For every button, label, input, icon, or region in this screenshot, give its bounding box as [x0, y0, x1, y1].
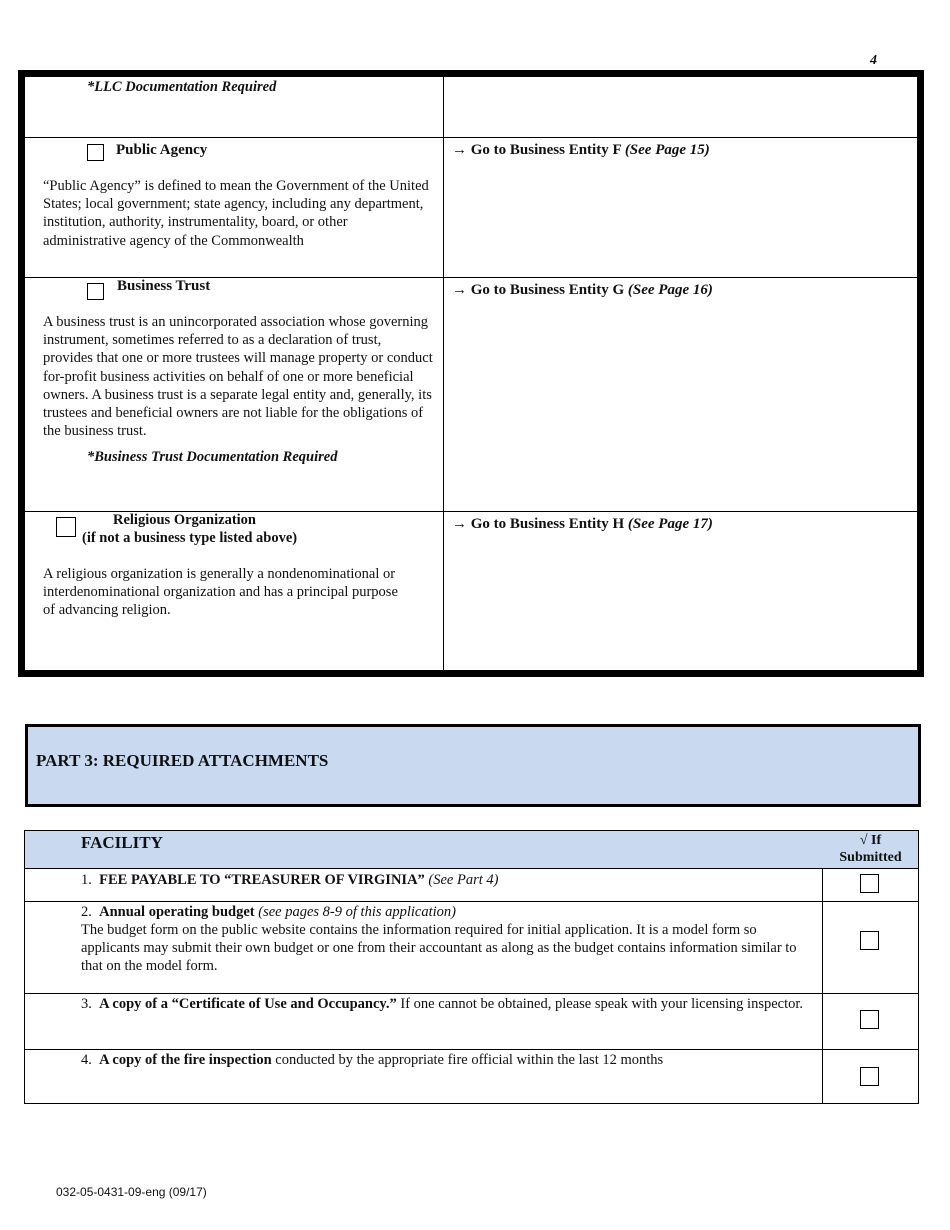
item-number: 2.: [81, 904, 92, 920]
attachment-text: [81, 871, 817, 889]
facility-header: [25, 831, 918, 869]
table-row: [25, 869, 918, 902]
submitted-checkbox[interactable]: [860, 1067, 879, 1086]
llc-row: [25, 77, 917, 138]
public-agency-page-ref: (See Page 15): [624, 142, 710, 158]
religious-org-checkbox[interactable]: [56, 517, 76, 537]
item-title: A copy of the fire inspection: [99, 1052, 272, 1068]
item-title: A copy of a “Certificate of Use and Occupancy.”: [99, 996, 397, 1012]
submitted-checkbox[interactable]: [860, 931, 879, 950]
part3-title: PART 3: REQUIRED ATTACHMENTS: [36, 751, 329, 770]
business-trust-goto: [452, 282, 713, 299]
attachment-text: [81, 903, 817, 975]
attachment-text: [81, 995, 817, 1013]
if-submitted-header-line1: √ If: [859, 833, 882, 848]
table-row: [25, 901, 918, 994]
business-trust-title: Business Trust: [117, 278, 211, 294]
item-description: conducted by the appropriate fire official within the last 12 months: [275, 1052, 664, 1068]
religious-org-goto: [452, 516, 713, 533]
item-number: 3.: [81, 996, 92, 1012]
business-trust-page-ref: (See Page 16): [627, 282, 713, 298]
religious-org-title: Religious Organization: [113, 512, 256, 528]
public-agency-row: [25, 137, 917, 278]
item-reference: (See Part 4): [428, 872, 499, 888]
religious-org-page-ref: (See Page 17): [627, 516, 713, 532]
public-agency-goto: [452, 142, 710, 159]
public-agency-title: Public Agency: [116, 142, 208, 158]
religious-org-row: [25, 511, 917, 670]
page-number: 4: [870, 53, 877, 68]
item-title: FEE PAYABLE TO “TREASURER OF VIRGINIA”: [99, 872, 425, 888]
business-trust-goto-label: → Go to Business Entity G: [452, 282, 625, 298]
item-reference: (see pages 8-9 of this application): [258, 904, 456, 920]
entity-table: [18, 70, 924, 677]
business-trust-description: A business trust is an unincorporated association whose governing instrument, sometimes referred to as a declaration of trust, provides that one or more trustees will manage property or conduct for-profit business activities on behalf of one or more beneficial owners. A business trust is a separate legal entity and, generally, its trustees and beneficial owners are not liable for the obligations of the business trust.: [43, 314, 433, 440]
facility-title: FACILITY: [81, 833, 163, 852]
item-title: Annual operating budget: [99, 904, 255, 920]
public-agency-description: “Public Agency” is defined to mean the Government of the United States; local government; state agency, including any department, institution, authority, instrumentality, board, or other administrative agency of the Commonwealth: [43, 178, 429, 249]
facility-table: [24, 830, 919, 1104]
submitted-checkbox[interactable]: [860, 1010, 879, 1029]
table-row: [25, 1049, 918, 1103]
item-description: The budget form on the public website contains the information required for initial application. It is a model form so applicants may submit their own budget or one from their accountant as along as the budget contains information similar to that on the model form.: [81, 922, 797, 974]
form-number-footer: 032-05-0431-09-eng (09/17): [56, 1185, 207, 1199]
llc-doc-required: *LLC Documentation Required: [87, 79, 277, 95]
business-trust-doc-required: *Business Trust Documentation Required: [87, 449, 338, 465]
submitted-checkbox[interactable]: [860, 874, 879, 893]
business-trust-checkbox[interactable]: [87, 283, 104, 300]
item-number: 4.: [81, 1052, 92, 1068]
part3-banner: [25, 724, 921, 807]
public-agency-checkbox[interactable]: [87, 144, 104, 161]
business-trust-row: [25, 277, 917, 512]
religious-org-subtitle: (if not a business type listed above): [82, 530, 298, 546]
if-submitted-header-line2: Submitted: [839, 850, 902, 865]
item-description: If one cannot be obtained, please speak with your licensing inspector.: [400, 996, 804, 1012]
table-row: [25, 993, 918, 1050]
religious-org-description: A religious organization is generally a nondenominational or interdenominational organization and has a principal purpose of advancing religion.: [43, 566, 398, 619]
if-submitted-header: [823, 832, 918, 866]
item-number: 1.: [81, 872, 92, 888]
religious-org-goto-label: → Go to Business Entity H: [452, 516, 625, 532]
public-agency-goto-label: → Go to Business Entity F: [452, 142, 622, 158]
attachment-text: [81, 1051, 817, 1069]
